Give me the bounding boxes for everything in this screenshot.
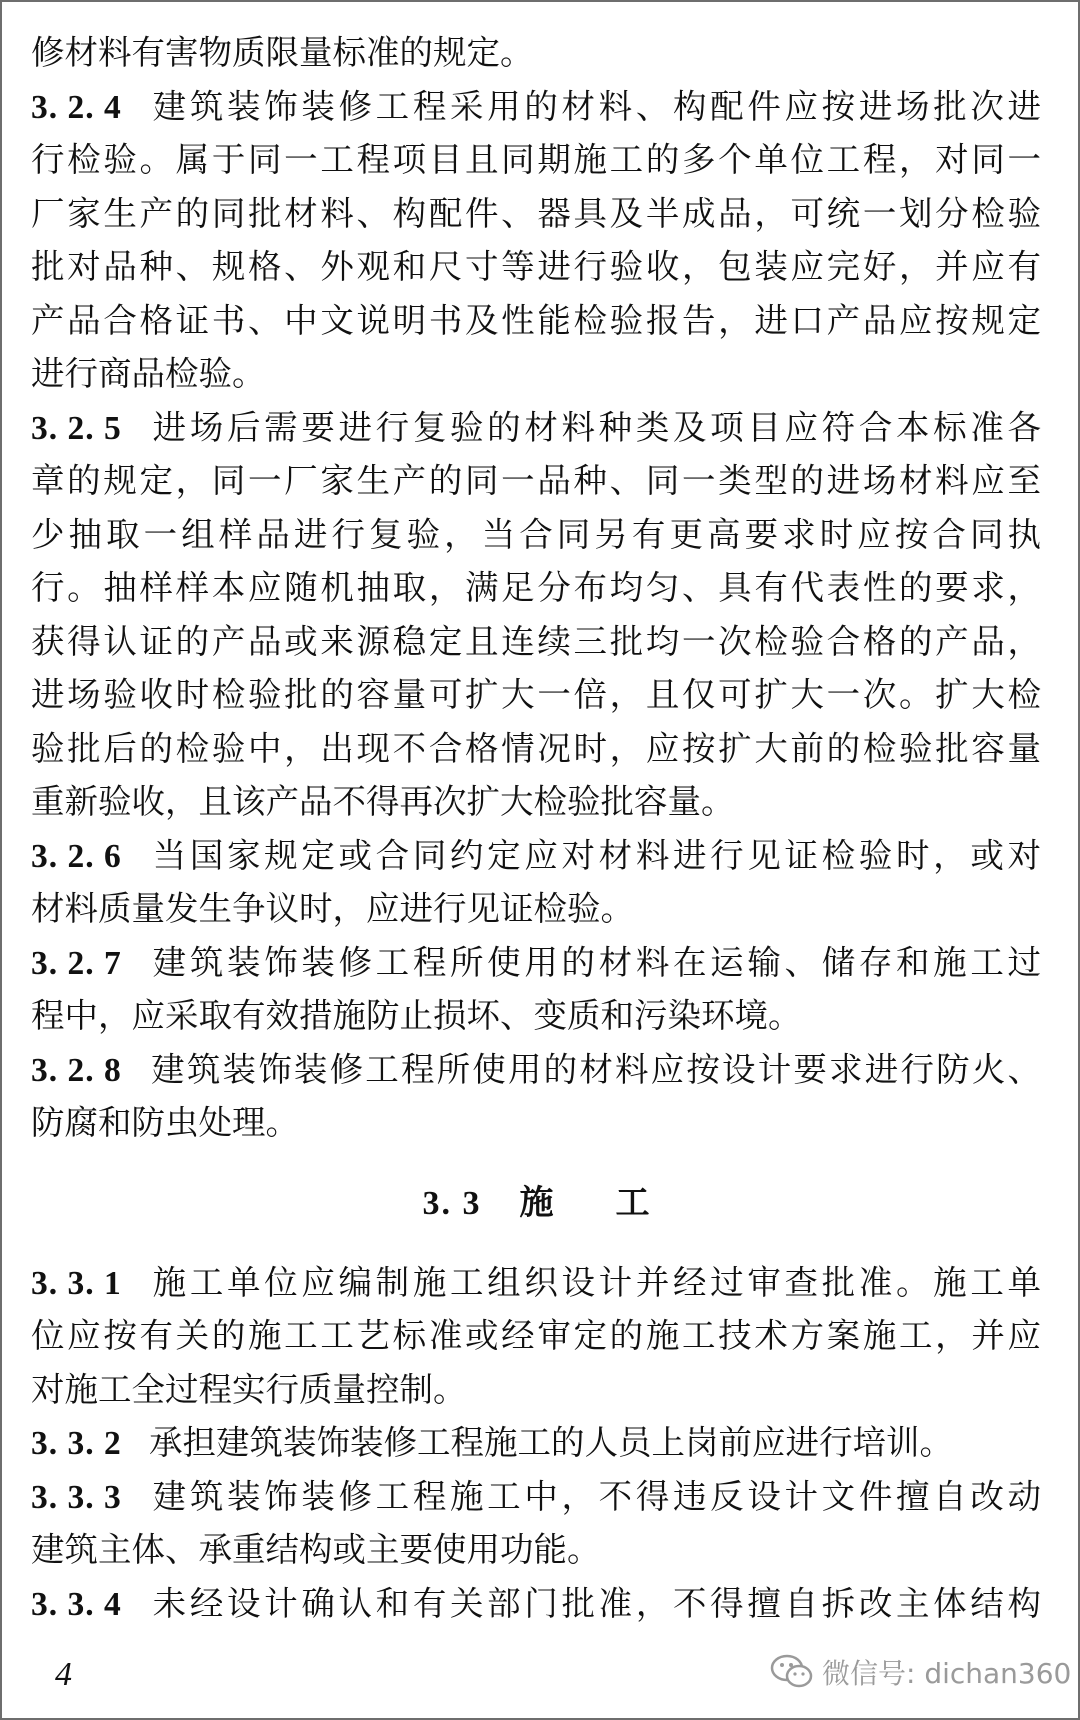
- text-line: [31, 187, 1041, 241]
- watermark-text: 微信号: dichan360: [822, 1657, 1072, 1690]
- clause-text: 建筑装饰装修工程所使用的材料应按设计要求进行防火、: [149, 1049, 1041, 1089]
- text-line: [31, 1256, 1041, 1310]
- clause-text: 建筑装饰装修工程采用的材料、构配件应按进场批次进: [149, 86, 1041, 126]
- clause-number: 3. 3. 2: [31, 1425, 122, 1462]
- document-body: [31, 26, 1041, 1630]
- clause-text: 当国家规定或合同约定应对材料进行见证检验时，或对: [149, 835, 1041, 875]
- clause-text: 行。抽样样本应随机抽取，满足分布均匀、具有代表性的要求，: [31, 568, 1041, 607]
- text-line: [31, 26, 1041, 80]
- clause-number: 3. 2. 4: [31, 88, 122, 126]
- clause-text: 未经设计确认和有关部门批准，不得擅自拆改主体结构: [149, 1583, 1041, 1623]
- text-line: [31, 80, 1041, 134]
- clause-number: 3. 2. 7: [31, 944, 122, 982]
- text-line: [31, 989, 1041, 1043]
- clause-text: 进场验收时检验批的容量可扩大一倍，且仅可扩大一次。扩大检: [31, 675, 1041, 714]
- text-line: [31, 1523, 1041, 1577]
- wechat-watermark: [770, 1652, 1071, 1692]
- text-line: [31, 829, 1041, 883]
- clause-text: 建筑装饰装修工程施工中，不得违反设计文件擅自改动: [149, 1476, 1041, 1516]
- clause-text: 程中，应采取有效措施防止损坏、变质和污染环境。: [31, 996, 802, 1035]
- clause-text: 章的规定，同一厂家生产的同一品种、同一类型的进场材料应至: [31, 461, 1041, 500]
- clause-text: 防腐和防虫处理。: [31, 1103, 299, 1142]
- clause-text: 行检验。属于同一工程项目且同期施工的多个单位工程，对同一: [31, 140, 1041, 179]
- text-line: [31, 133, 1041, 187]
- clause-number: 3. 3. 4: [31, 1585, 122, 1623]
- text-line: [31, 1577, 1041, 1631]
- clause-number: 3. 2. 6: [31, 837, 122, 875]
- text-line: [31, 775, 1041, 829]
- clause-text: 建筑装饰装修工程所使用的材料在运输、储存和施工过: [149, 942, 1041, 982]
- clause-text: 批对品种、规格、外观和尺寸等进行验收，包装应完好，并应有: [31, 247, 1041, 286]
- clause-text: 建筑主体、承重结构或主要使用功能。: [31, 1530, 601, 1569]
- text-line: [31, 722, 1041, 776]
- text-line: [31, 240, 1041, 294]
- text-line: [31, 615, 1041, 669]
- text-line: [31, 1309, 1041, 1363]
- text-line: [31, 508, 1041, 562]
- clause-text: 获得认证的产品或来源稳定且连续三批均一次检验合格的产品，: [31, 621, 1041, 661]
- clause-text: 材料质量发生争议时，应进行见证检验。: [31, 889, 634, 928]
- text-line: [31, 1470, 1041, 1524]
- clause-number: 3. 3. 3: [31, 1478, 122, 1516]
- clause-number: 3. 2. 5: [31, 409, 122, 447]
- clauses-3-2: [31, 26, 1041, 1150]
- clause-text: 位应按有关的施工工艺标准或经审定的施工技术方案施工，并应: [31, 1316, 1041, 1355]
- clause-text: 重新验收，且该产品不得再次扩大检验批容量。: [31, 782, 735, 821]
- text-line: [31, 1363, 1041, 1417]
- clause-text: 修材料有害物质限量标准的规定。: [31, 33, 534, 72]
- clause-text: 验批后的检验中，出现不合格情况时，应按扩大前的检验批容量: [31, 728, 1041, 768]
- clause-text: 厂家生产的同批材料、构配件、器具及半成品，可统一划分检验: [31, 193, 1041, 233]
- clause-text: 产品合格证书、中文说明书及性能检验报告，进口产品应按规定: [31, 300, 1041, 340]
- clause-text: 进场后需要进行复验的材料种类及项目应符合本标准各: [149, 407, 1041, 447]
- clauses-3-3: [31, 1256, 1041, 1631]
- wechat-icon: [770, 1654, 814, 1690]
- clause-number: 3. 3. 1: [31, 1264, 122, 1302]
- text-line: [31, 668, 1041, 722]
- text-line: [31, 936, 1041, 990]
- clause-number: 3. 2. 8: [31, 1051, 122, 1089]
- clause-text: 承担建筑装饰装修工程施工的人员上岗前应进行培训。: [149, 1423, 953, 1462]
- section-number: 3. 3: [422, 1184, 482, 1222]
- text-line: [31, 294, 1041, 348]
- text-line: [31, 1416, 1041, 1470]
- clause-text: 少抽取一组样品进行复验，当合同另有更高要求时应按合同执: [31, 514, 1041, 554]
- text-line: [31, 1043, 1041, 1097]
- clause-text: 进行商品检验。: [31, 354, 266, 393]
- text-line: [31, 401, 1041, 455]
- text-line: [31, 454, 1041, 508]
- section-name: 施工: [519, 1182, 712, 1223]
- text-line: [31, 882, 1041, 936]
- clause-text: 对施工全过程实行质量控制。: [31, 1369, 467, 1409]
- page-number: 4: [55, 1656, 72, 1693]
- section-heading: [31, 1150, 1041, 1256]
- text-line: [31, 347, 1041, 401]
- clause-text: 施工单位应编制施工组织设计并经过审查批准。施工单: [149, 1262, 1041, 1302]
- text-line: [31, 561, 1041, 615]
- text-line: [31, 1096, 1041, 1150]
